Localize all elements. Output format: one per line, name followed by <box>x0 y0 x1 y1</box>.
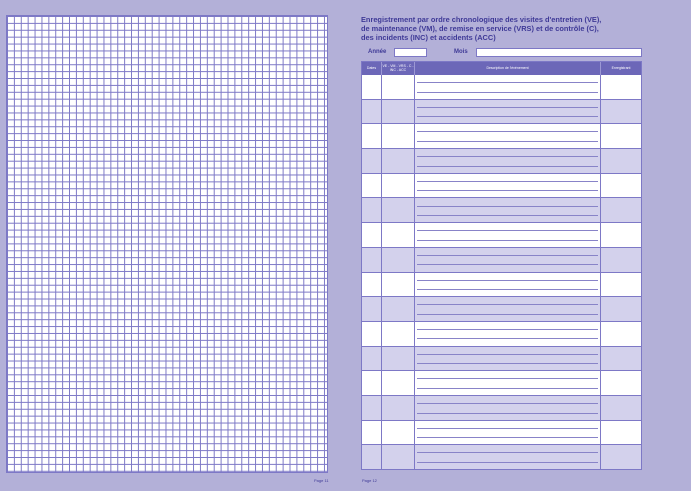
title-line-2: de maintenance (VM), de remise en service (VRS) et de contrôle (C), <box>361 24 599 33</box>
description-cell[interactable] <box>415 421 601 445</box>
table-row <box>362 173 641 198</box>
type-cell[interactable] <box>382 223 415 247</box>
column-header-type: VE - VM - VRS - C - INC - ACC <box>382 62 415 75</box>
type-cell[interactable] <box>382 124 415 148</box>
table-row <box>362 272 641 297</box>
date-cell[interactable] <box>362 347 382 371</box>
right-page-number: Page 12 <box>362 478 377 483</box>
event-log-table <box>361 61 642 470</box>
description-cell[interactable] <box>415 198 601 222</box>
enregistrant-cell[interactable] <box>601 347 641 371</box>
table-row <box>362 395 641 420</box>
date-cell[interactable] <box>362 174 382 198</box>
table-row <box>362 420 641 445</box>
enregistrant-cell[interactable] <box>601 174 641 198</box>
type-cell[interactable] <box>382 322 415 346</box>
table-row <box>362 321 641 346</box>
date-cell[interactable] <box>362 273 382 297</box>
type-cell[interactable] <box>382 396 415 420</box>
table-row <box>362 99 641 124</box>
date-cell[interactable] <box>362 421 382 445</box>
column-header-dates: Dates <box>362 62 382 75</box>
table-row <box>362 123 641 148</box>
table-row <box>362 370 641 395</box>
table-header <box>362 62 641 75</box>
mois-field[interactable] <box>476 48 642 57</box>
date-cell[interactable] <box>362 149 382 173</box>
table-row <box>362 75 641 99</box>
column-header-enregistrant: Enregistrant <box>611 65 631 70</box>
enregistrant-cell[interactable] <box>601 297 641 321</box>
table-row <box>362 296 641 321</box>
enregistrant-cell[interactable] <box>601 100 641 124</box>
type-cell[interactable] <box>382 445 415 469</box>
description-cell[interactable] <box>415 371 601 395</box>
type-cell[interactable] <box>382 371 415 395</box>
table-row <box>362 197 641 222</box>
description-cell[interactable] <box>415 297 601 321</box>
table-row <box>362 222 641 247</box>
type-cell[interactable] <box>382 75 415 99</box>
enregistrant-cell[interactable] <box>601 75 641 99</box>
title-line-3: des incidents (INC) et accidents (ACC) <box>361 33 496 42</box>
date-cell[interactable] <box>362 248 382 272</box>
date-cell[interactable] <box>362 124 382 148</box>
type-cell[interactable] <box>382 248 415 272</box>
date-cell[interactable] <box>362 396 382 420</box>
description-cell[interactable] <box>415 223 601 247</box>
description-cell[interactable] <box>415 396 601 420</box>
type-cell[interactable] <box>382 421 415 445</box>
table-row <box>362 148 641 173</box>
date-cell[interactable] <box>362 75 382 99</box>
table-row <box>362 247 641 272</box>
description-cell[interactable] <box>415 445 601 469</box>
annee-label: Année <box>368 49 387 55</box>
table-row <box>362 346 641 371</box>
enregistrant-cell[interactable] <box>601 421 641 445</box>
description-cell[interactable] <box>415 347 601 371</box>
type-cell[interactable] <box>382 149 415 173</box>
left-page-number: Page 11 <box>314 478 329 483</box>
enregistrant-cell[interactable] <box>601 223 641 247</box>
type-cell[interactable] <box>382 174 415 198</box>
enregistrant-cell[interactable] <box>601 396 641 420</box>
type-cell[interactable] <box>382 347 415 371</box>
date-cell[interactable] <box>362 371 382 395</box>
date-cell[interactable] <box>362 223 382 247</box>
date-cell[interactable] <box>362 445 382 469</box>
enregistrant-cell[interactable] <box>601 445 641 469</box>
enregistrant-cell[interactable] <box>601 124 641 148</box>
title-line-1: Enregistrement par ordre chronologique des visites d'entretien (VE), <box>361 15 602 24</box>
description-cell[interactable] <box>415 100 601 124</box>
graph-paper-page <box>6 15 328 473</box>
enregistrant-cell[interactable] <box>601 149 641 173</box>
page-title <box>361 15 661 42</box>
enregistrant-cell[interactable] <box>601 198 641 222</box>
description-cell[interactable] <box>415 248 601 272</box>
annee-field[interactable] <box>394 48 427 57</box>
table-body <box>362 75 641 469</box>
enregistrant-cell[interactable] <box>601 273 641 297</box>
enregistrant-cell[interactable] <box>601 322 641 346</box>
description-cell[interactable] <box>415 273 601 297</box>
description-cell[interactable] <box>415 149 601 173</box>
type-cell[interactable] <box>382 198 415 222</box>
description-cell[interactable] <box>415 174 601 198</box>
date-cell[interactable] <box>362 322 382 346</box>
description-cell[interactable] <box>415 322 601 346</box>
date-cell[interactable] <box>362 297 382 321</box>
date-cell[interactable] <box>362 100 382 124</box>
date-cell[interactable] <box>362 198 382 222</box>
type-cell[interactable] <box>382 273 415 297</box>
table-row <box>362 444 641 469</box>
enregistrant-cell[interactable] <box>601 371 641 395</box>
description-cell[interactable] <box>415 75 601 99</box>
enregistrant-cell[interactable] <box>601 248 641 272</box>
type-cell[interactable] <box>382 297 415 321</box>
mois-label: Mois <box>454 49 468 55</box>
type-cell[interactable] <box>382 100 415 124</box>
column-header-description: Description de l'événement <box>415 62 601 75</box>
description-cell[interactable] <box>415 124 601 148</box>
